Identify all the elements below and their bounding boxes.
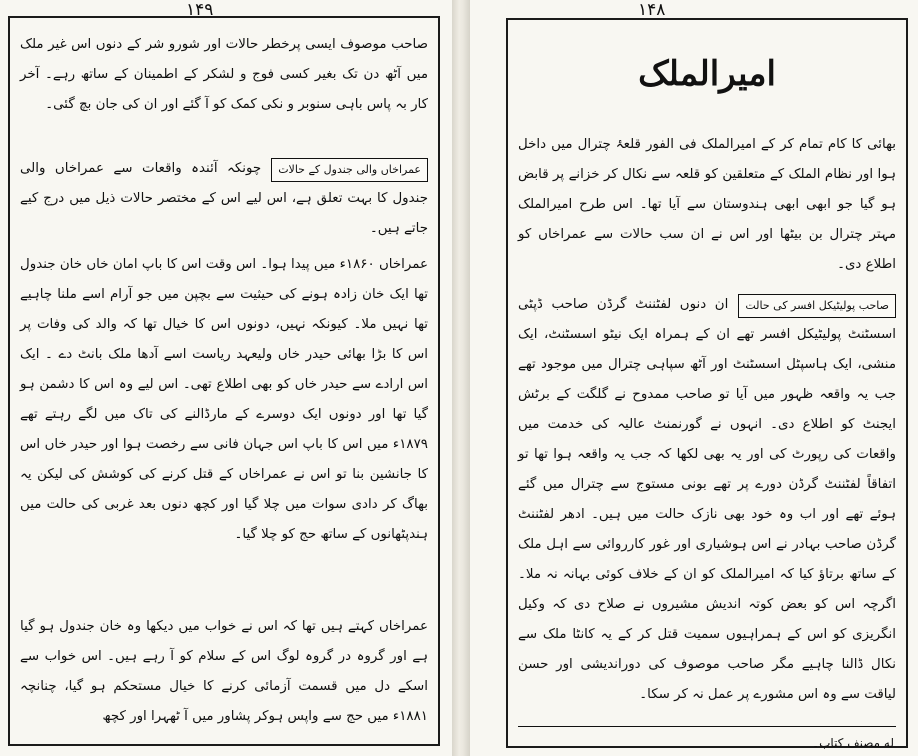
- right-page-number: ۱۴۸: [638, 0, 666, 20]
- left-page: [0, 0, 452, 756]
- left-paragraph-3: عمراخاں ۱۸۶۰ء میں پیدا ہوا۔ اس وقت اس کا باپ امان خاں خان جندول تھا ایک خان زادہ ہونے کی حیثیت سے بچپن میں جو آرام اسے ملنا چاہیے تھا نہیں ملا۔ کیونکہ نہیں، دونوں اس کا خیال تھا کہ والد کی وفات پر اس کا بڑا بھائی حیدر خاں ولیعہد ریاست اسے آدھا ملک بانٹ دے ۔ ایک اس ارادے سے حیدر خاں کو بھی اطلاع تھی۔ اس لیے وہ اس کا دشمن ہو گیا تھا اور دونوں ایک دوسرے کے مارڈالنے کی تاک میں لگے رہتے تھے ۱۸۷۹ء میں اس کا باپ اس جہان فانی سے رخصت ہوا اور حیدر خاں اس کا جانشین بنا تو اس نے عمراخاں کے قتل کرنے کی کوشش کی لیکن یہ بھاگ کر دادی سوات میں چلا گیا اور کچھ دنوں بعد غربی کی حالت میں ہندپٹھانوں کے ساتھ حج کو چلا گیا۔: [20, 257, 428, 542]
- left-page-frame: [8, 16, 440, 746]
- right-side-label: صاحب پولیٹیکل افسر کی حالت: [738, 294, 896, 318]
- left-paragraph-4: عمراخاں کہتے ہیں تھا کہ اس نے خواب میں دیکھا وہ خان جندول ہو گیا ہے اور گروہ در گروہ لوگ اس کے سلام کو آ رہے ہیں۔ اس خواب سے اسکے دل میں قسمت آزمائی کرنے کا خیال مستحکم ہو گیا، چنانچہ ۱۸۸۱ء میں حج سے واپس ہوکر پشاور میں آ ٹھہرا اور کچھ: [20, 619, 428, 724]
- footnote: له مصنف کتاب۔: [812, 736, 894, 750]
- left-paragraph-1: صاحب موصوف ایسی پرخطر حالات اور شورو شر کے دنوں اس غیر ملک میں آٹھ دن تک بغیر کسی فوج و لشکر کے اطمینان کے ساتھ رہے۔ آخر کار بہ پاس باہی سنوبر و نکی کمک کو آ گئے اور ان کی جان بچ گئی۔: [20, 37, 428, 112]
- left-page-number: ۱۴۹: [186, 0, 214, 20]
- right-paragraph-1: بھائی کا کام تمام کر کے امیرالملک فی الفور قلعۂ چترال میں داخل ہوا اور نظام الملک کے متعلقین کو قلعہ سے نکال کر خزانے پر قابض ہو گیا جو ابھی ابھی ہندوستان سے آیا تھا۔ اس طرح امیرالملک مہتر چترال بن بیٹھا اور اس نے ان سب حالات سے عمراخاں کو اطلاع دی۔: [518, 137, 896, 272]
- left-paragraph-2: چونکہ آئندہ واقعات سے عمراخاں والی جندول کا بہت تعلق ہے، اس لیے اس کے مختصر حالات ذیل میں درج کیے جاتے ہیں۔: [20, 161, 428, 236]
- footnote-rule: [518, 726, 896, 727]
- right-page: [470, 0, 918, 756]
- chapter-title: امیرالملک: [638, 54, 776, 94]
- left-side-label: عمراخاں والی جندول کے حالات: [271, 158, 428, 182]
- right-paragraph-2-block: [518, 290, 896, 710]
- right-paragraph-2: ان دنوں لفٹننٹ گرڈن صاحب ڈپٹی اسسٹنٹ پولیٹیکل افسر تھے ان کے ہمراہ ایک نیٹو اسسٹنٹ، ایک منشی، ایک ہاسپٹل اسسٹنٹ اور آٹھ سپاہی چترال میں موجود تھے جب یہ واقعہ ظہور میں آیا تو صاحب ممدوح نے گلگت کے برٹش ایجنٹ کو اطلاع دی۔ انہوں نے گورنمنٹ عالیہ کی خدمت میں واقعات کی رپورٹ کی اور یہ بھی لکھا کہ جب یہ واقعہ ہوا تھا تو اتفاقاً لفٹننٹ گرڈن دورے پر تھے بونی مستوج سے چترال میں گئے ہوئے تھے اور اب وہ خود بھی نازک حالت میں ہیں۔ ادھر لفٹننٹ گرڈن صاحب بہادر نے اس ہوشیاری اور غور کارروائی سے اہل ملک کے ساتھ برتاؤ کیا کہ امیرالملک کو ان کے خلاف کوئی بہانہ نہ ملا۔ اگرچہ اس کو بعض کوتہ اندیش مشیروں نے صلاح دی کہ وکیل انگریزی کو اس کے ہمراہیوں سمیت قتل کر کے یہ کانٹا ملک سے نکال ڈالنا چاہیے مگر صاحب موصوف کی دوراندیشی اور حسن لیاقت سے وہ اس مشورے پر عمل نہ کر سکا۔: [518, 297, 896, 702]
- book-gutter: [452, 0, 470, 756]
- left-paragraph-2-block: [20, 154, 428, 244]
- right-page-frame: [506, 18, 908, 748]
